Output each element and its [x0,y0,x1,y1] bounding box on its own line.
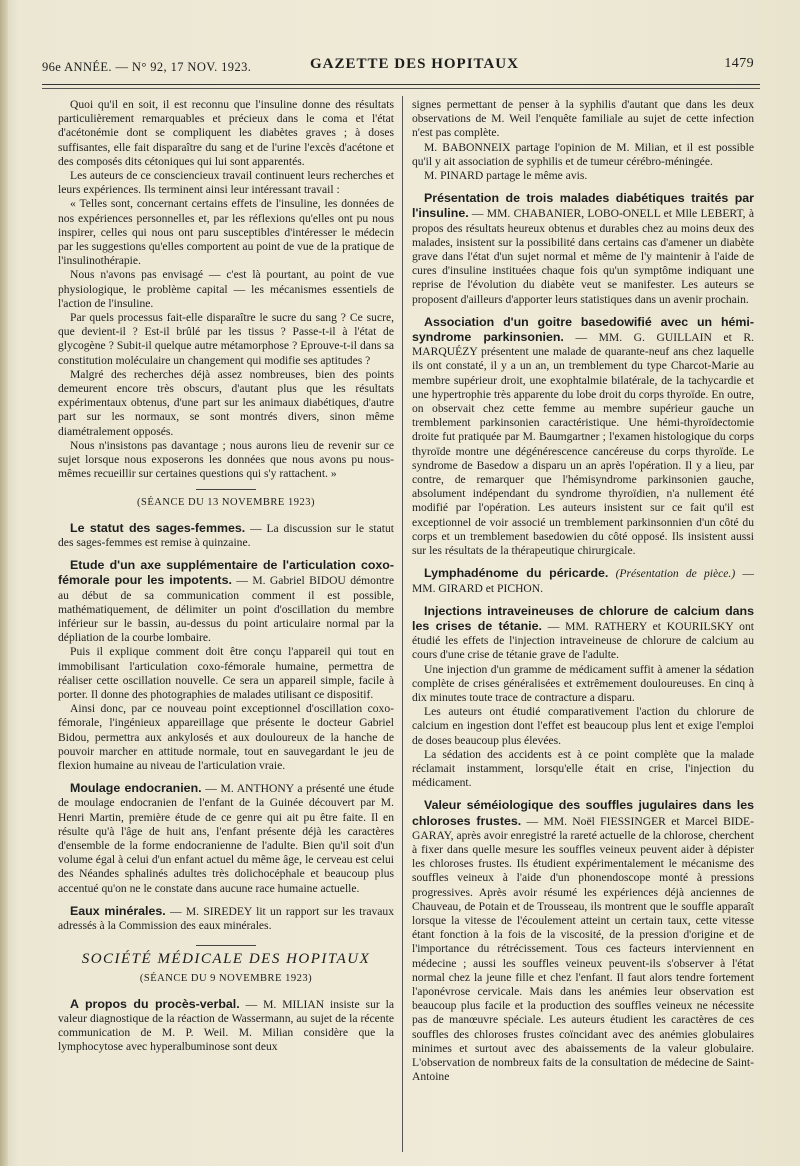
paragraph: Les auteurs de ce consciencieux travail continuent leurs recherches et leurs expériences. Ils terminent ainsi leur intéressant travail : [58,169,394,197]
article-coxo-femorale [58,558,394,773]
article-sages-femmes [58,521,394,550]
paragraph: Ainsi donc, par ce nouveau point exceptionnel d'oscillation coxo-fémorale, l'ingénieux appareillage que présente le docteur Gabriel Bidou, permettra aux ankylosés et aux douloureux de la hanche de pouvoir marcher en attitude normale, tout en sauvegardant le jeu de flexion humaine au niveau de l'articulation vraie. [58,702,394,772]
separator [196,489,256,490]
article-body: — M. SIREDEY lit un rapport sur les travaux adressés à la Commission des eaux minérales. [58,904,394,932]
paragraph: Puis il explique comment doit être conçu l'appareil qui tout en immobilisant l'articulation coxo-fémorale humaine, permettra de réaliser cette oscillation nouvelle. Ce sera un appareil simple, facile à porter. Il donne des photographies de malades utilisant ce dispositif. [58,645,394,701]
paragraph: Par quels processus fait-elle disparaître le sucre du sang ? Ce sucre, que devient-il ? Est-il brûlé par les tissus ? Passe-t-il à l'état de glycogène ? Subit-il quelque autre métamorphose ? Eprouve-t-il dans sa constitution moléculaire un changement qui modifie ses aptitudes ? [58,311,394,367]
article-body: — MM. G. GUILLAIN et R. MARQUÉZY présentent une malade de quarante-neuf ans chez laquelle ils ont constaté, il y a un an, un tremblement du type Charcot-Marie au membre supérieur droit, une exophtalmie bilatérale, de la tachycardie et une hypertrophie très apparente du lobe droit du corps thyroïde. En outre, on observait chez cette femme au membre supérieur gauche un tremblement parkinsonien caractéristique. Une hémi-thyroïdectomie droite fut pratiquée par M. Baumgartner ; l'examen histologique du corps thyroïde montre une dégénérescence cancéreuse du corps thyroïde. Le syndrome de Basedow a disparu un an après l'opération. Il y a lieu, par contre, de remarquer que l'hémisyndrome parkinsonien gauche, absolument indépendant du syndrome thyroïdien, n'a nullement été modifié par l'opération. Les auteurs insistent sur ce fait qu'il est exceptionnel de voir associé un tremblement parkinsonnien d'un côté du corps et un tremblement basedowien du côté opposé. Ils insistent aussi sur les résultats de la thérapeutique chirurgicale. [412,331,755,558]
article-title: Valeur séméiologique des souffles jugulaires dans les chloroses frustes. [412,798,754,828]
article-moulage [58,781,394,896]
article-title: Moulage endocranien. [70,781,202,796]
article-title: Etude d'un axe supplémentaire de l'articulation coxo-fémorale pour les impotents. [58,558,394,588]
article-souffles-jugulaires [412,798,754,1084]
paragraph: Nous n'insistons pas davantage ; nous aurons lieu de revenir sur ce sujet lorsque nous exposerons les données que nous avons pu nous-mêmes recueillir sur certaines questions qui s'y rattachent. » [58,438,394,481]
left-column [58,98,394,1054]
paragraph: Une injection d'un gramme de médicament suffit à amener la sédation complète de crises généralisées et extrêmement douloureuses. En cinq à dix minutes toute trace de contracture a disparu. [412,662,754,704]
article-title: Association d'un goitre basedowifié avec un hémi-syndrome parkinsonien. [412,314,754,345]
society-heading: SOCIÉTÉ MÉDICALE DES HOPITAUX [81,951,371,968]
article-chlorure-calcium [412,604,754,791]
article-title: A propos du procès-verbal. [70,996,240,1011]
page-header [42,54,762,78]
issue-info: 96e ANNÉE. — N° 92, 17 NOV. 1923. [42,60,252,74]
paragraph: Quoi qu'il en soit, il est reconnu que l'insuline donne des résultats particulièrement remarquables et précieux dans le coma et l'état d'acétonémie dont se compliquent les diabètes graves ; à doses suffisantes, elle fait disparaître du sang et de l'urine l'excès d'acétone et des composés dits cétoniques qui lui sont apparentés. [58,98,394,168]
article-title: Le statut des sages-femmes. [70,520,246,535]
journal-title: GAZETTE DES HOPITAUX [310,56,519,72]
article-body: — M. Gabriel BIDOU démontre au début de sa communication comment il est possible, mathématiquement, de délimiter un point d'oscillation du membre inférieur sur le bassin, au-dessus du point articulaire normal par la dépliation de la courbe lombaire. [58,574,394,645]
article-body: — MM. CHABANIER, LOBO-ONELL et Mlle LEBERT, à propos des résultats heureux obtenus et durables chez au moins deux des malades, insistent sur la possibilité dans certains cas d'amener un diabète grave dans l'état d'un sujet normal et même de l'y maintenir à l'aide de cures d'insuline instituées chaque fois qu'un symptôme indiquant une reprise de l'évolution du diabète veut se manifester. Les auteurs se proposent d'ailleurs d'apporter leurs statistiques dans un avenir prochain. [412,207,754,306]
article-body: — M. MILIAN insiste sur la valeur diagnostique de la réaction de Wassermann, au sujet de la récente communication de M. P. Weil. M. Milian considère que la lymphocytose avec hyperalbuminose sont deux [58,997,395,1054]
article-body: — MM. GIRARD et PICHON. [412,567,754,595]
article-lymphadenome [412,566,754,595]
article-note: (Présentation de pièce.) [615,567,736,581]
page-number: 1479 [724,56,754,71]
session-date: (SÉANCE DU 13 NOVEMBRE 1923) [137,497,315,509]
paragraph: M. BABONNEIX partage l'opinion de M. Milian, et il est possible qu'il y ait association de syphilis et de tumeur cérébro-méningée. [412,140,754,168]
session-date: (SÉANCE DU 9 NOVEMBRE 1923) [139,973,313,985]
article-body: — MM. RATHERY et KOURILSKY ont étudié les effets de l'injection intraveineuse de chlorure de calcium au cours d'une crise de tétanie grave de l'adulte. [412,619,754,662]
paragraph: signes permettant de penser à la syphilis d'autant que dans les deux observations de M. Weil l'enquête familiale au sujet de cette infection n'est pas complète. [412,98,754,140]
article-proces-verbal [58,997,394,1055]
header-rule-thin [42,88,760,89]
article-title: Eaux minérales. [70,903,166,918]
right-column [412,98,754,1084]
paragraph: Les auteurs ont étudié comparativement l'action du chlorure de calcium en ingestion dont l'effet est beaucoup plus lent et exige l'emploi de doses beaucoup plus élevées. [412,705,754,747]
article-title: Lymphadénome du péricarde. [424,566,609,581]
article-eaux-minerales [58,904,394,933]
article-diabetiques [412,191,754,307]
article-title: Injections intraveineuses de chlorure de calcium dans les crises de tétanie. [412,603,754,633]
article-goitre [412,315,754,558]
quote-paragraph: « Telles sont, concernant certains effets de l'insuline, les données de nos expériences personnelles et, par les réflexions qu'elles ont pu nous inspirer, celles qui nous ont paru susceptibles d'intéresser le médecin par les suggestions qu'elles comportent au point de vue de la pratique de l'insulinothérapie. [58,197,394,268]
page-fold-shadow [0,0,8,1166]
article-title: Présentation de trois malades diabétiques traités par l'insuline. [412,191,754,221]
column-divider [402,96,403,1152]
paragraph: Nous n'avons pas envisagé — c'est là pourtant, au point de vue physiologique, le problème capital — les mécanismes essentiels de l'action de l'insuline. [58,268,394,310]
article-body: — La discussion sur le statut des sages-femmes est remise à quinzaine. [58,521,395,549]
paragraph: La sédation des accidents est à ce point complète que la malade réclamait instamment, lorsqu'elle était en crise, l'injection du médicament. [412,747,754,790]
separator [196,945,256,946]
paragraph: M. PINARD partage le même avis. [424,169,588,183]
paragraph: Malgré des recherches déjà assez nombreuses, bien des points demeurent encore très obscurs, d'autant plus que les résultats expérimentaux obtenus, d'une part sur les animaux diabétiques, d'autre part sur les normaux, se sont montrés divers, sinon même diamétralement opposés. [58,367,394,438]
article-body: — M. ANTHONY a présenté une étude de moulage endocranien de l'enfant de la Guinée découvert par M. Henri Martin, première étude de ce genre qui ait pu être faite. Il en résulte qu'à l'âge de huit ans, l'enfant présente déjà les caractères d'ensemble de la forme endocranienne de l'adulte. Bien qu'il soit d'un volume égal à celui d'un enfant actuel du même âge, le cerveau est celui des Néandes sphalinés adultes très dolichocéphale et beaucoup plus accentué qu'on ne le constate dans aucune race humaine actuelle. [58,782,394,895]
article-body: — MM. Noël FIESSINGER et Marcel BIDE-GARAY, après avoir enregistré la rareté actuelle de la chlorose, cherchent à fixer dans quelle mesure les souffles veineux peuvent aider à dépister les chloroses frustes. Ils étudient expérimentalement le mécanisme des souffles veineux à l'aide d'un phonendoscope monté à pressions progressives. Après avoir résumé les expériences déjà anciennes de Chauveau, de Potain et de Trousseau, ils montrent que le souffle apparaît lorsque la vitesse de l'écoulement atteint un certain taux, cette vitesse étant fonction à la fois de la viscosité, de la pression d'origine et de l'importance du rétrécissement. Tous ces facteurs interviennent en médecine ; aussi les souffles veineux peuvent-ils s'observer à l'état normal chez la jeune fille et chez l'enfant. Il faut alors tendre fortement l'aponévrose cervicale. Mais dans les anémies leur observation est beaucoup plus facile et la production des souffles veineux ne nécessite pas de manœuvre spéciale. Les auteurs étudient les caractères de ces souffles des chloroses frustes coïncidant avec des anémies globulaires minimes et surtout avec des abaissements de la valeur globulaire. L'observation de nombreux faits de la consultation de médecine de Saint-Antoine [412,814,754,1084]
header-rule [42,84,760,85]
